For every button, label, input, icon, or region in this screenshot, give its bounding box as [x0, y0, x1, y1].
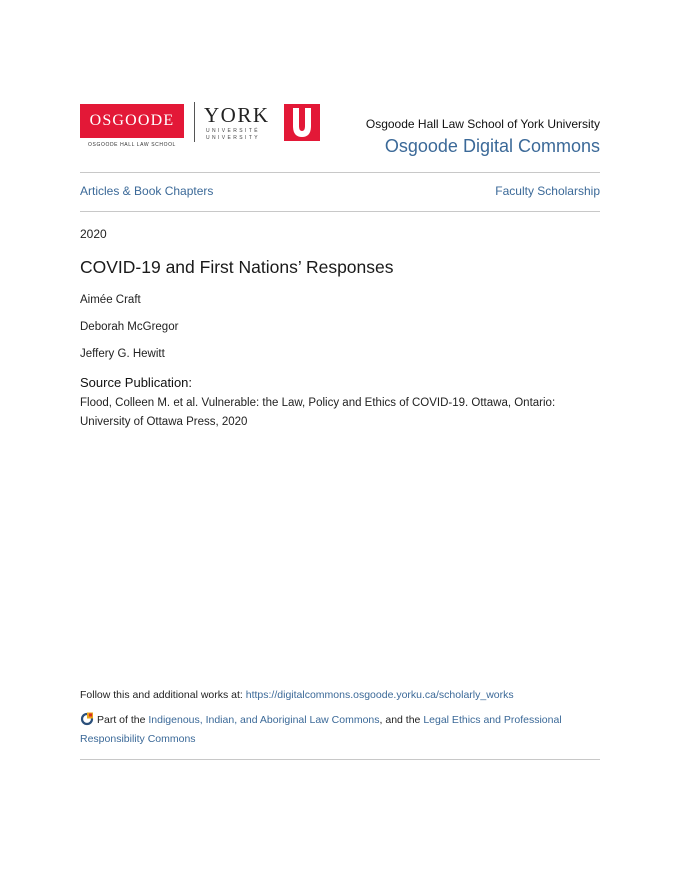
osgoode-logo-subtext: OSGOODE HALL LAW SCHOOL: [88, 142, 176, 148]
divider-bottom: [80, 759, 600, 760]
article-title: COVID-19 and First Nations’ Responses: [80, 257, 394, 277]
york-logo-wordmark: YORK: [204, 103, 270, 127]
york-logo-subtext: UNIVERSITÉ UNIVERSITY: [206, 128, 261, 141]
part-of-line: [80, 711, 600, 749]
cover-page: [80, 0, 600, 880]
source-publication-heading: Source Publication:: [80, 375, 193, 390]
author-name[interactable]: Deborah McGregor: [80, 321, 179, 333]
york-logo[interactable]: [204, 104, 322, 144]
divider-nav: [80, 211, 600, 212]
logo-divider: [194, 102, 195, 142]
legal-ethics-commons-link[interactable]: Legal Ethics and Professional Responsibility Commons: [80, 714, 562, 745]
source-publication-text: Flood, Colleen M. et al. Vulnerable: the Law, Policy and Ethics of COVID-19. Ottawa, Ontario: University of Ottawa Press, 2020: [80, 397, 556, 428]
digital-commons-network-icon: [80, 712, 94, 726]
follow-line: [80, 689, 514, 701]
osgoode-logo[interactable]: [80, 104, 184, 150]
york-u-icon: [284, 104, 320, 141]
follow-prefix: Follow this and additional works at:: [80, 689, 246, 701]
faculty-scholarship-link[interactable]: Faculty Scholarship: [495, 184, 600, 198]
institution-name: Osgoode Hall Law School of York University: [365, 117, 600, 131]
publication-year: 2020: [80, 227, 107, 241]
part-of-prefix: Part of the: [97, 714, 149, 726]
osgoode-logo-wordmark: OSGOODE: [80, 104, 184, 138]
indigenous-law-commons-link[interactable]: Indigenous, Indian, and Aboriginal Law Commons: [148, 714, 380, 726]
author-name[interactable]: Aimée Craft: [80, 294, 141, 306]
repository-link[interactable]: Osgoode Digital Commons: [384, 136, 600, 156]
scholarly-works-link[interactable]: https://digitalcommons.osgoode.yorku.ca/scholarly_works: [245, 689, 514, 701]
author-name[interactable]: Jeffery G. Hewitt: [80, 348, 165, 360]
part-of-mid: , and the: [379, 714, 424, 726]
collection-link[interactable]: Articles & Book Chapters: [80, 184, 214, 198]
divider-top: [80, 172, 600, 173]
